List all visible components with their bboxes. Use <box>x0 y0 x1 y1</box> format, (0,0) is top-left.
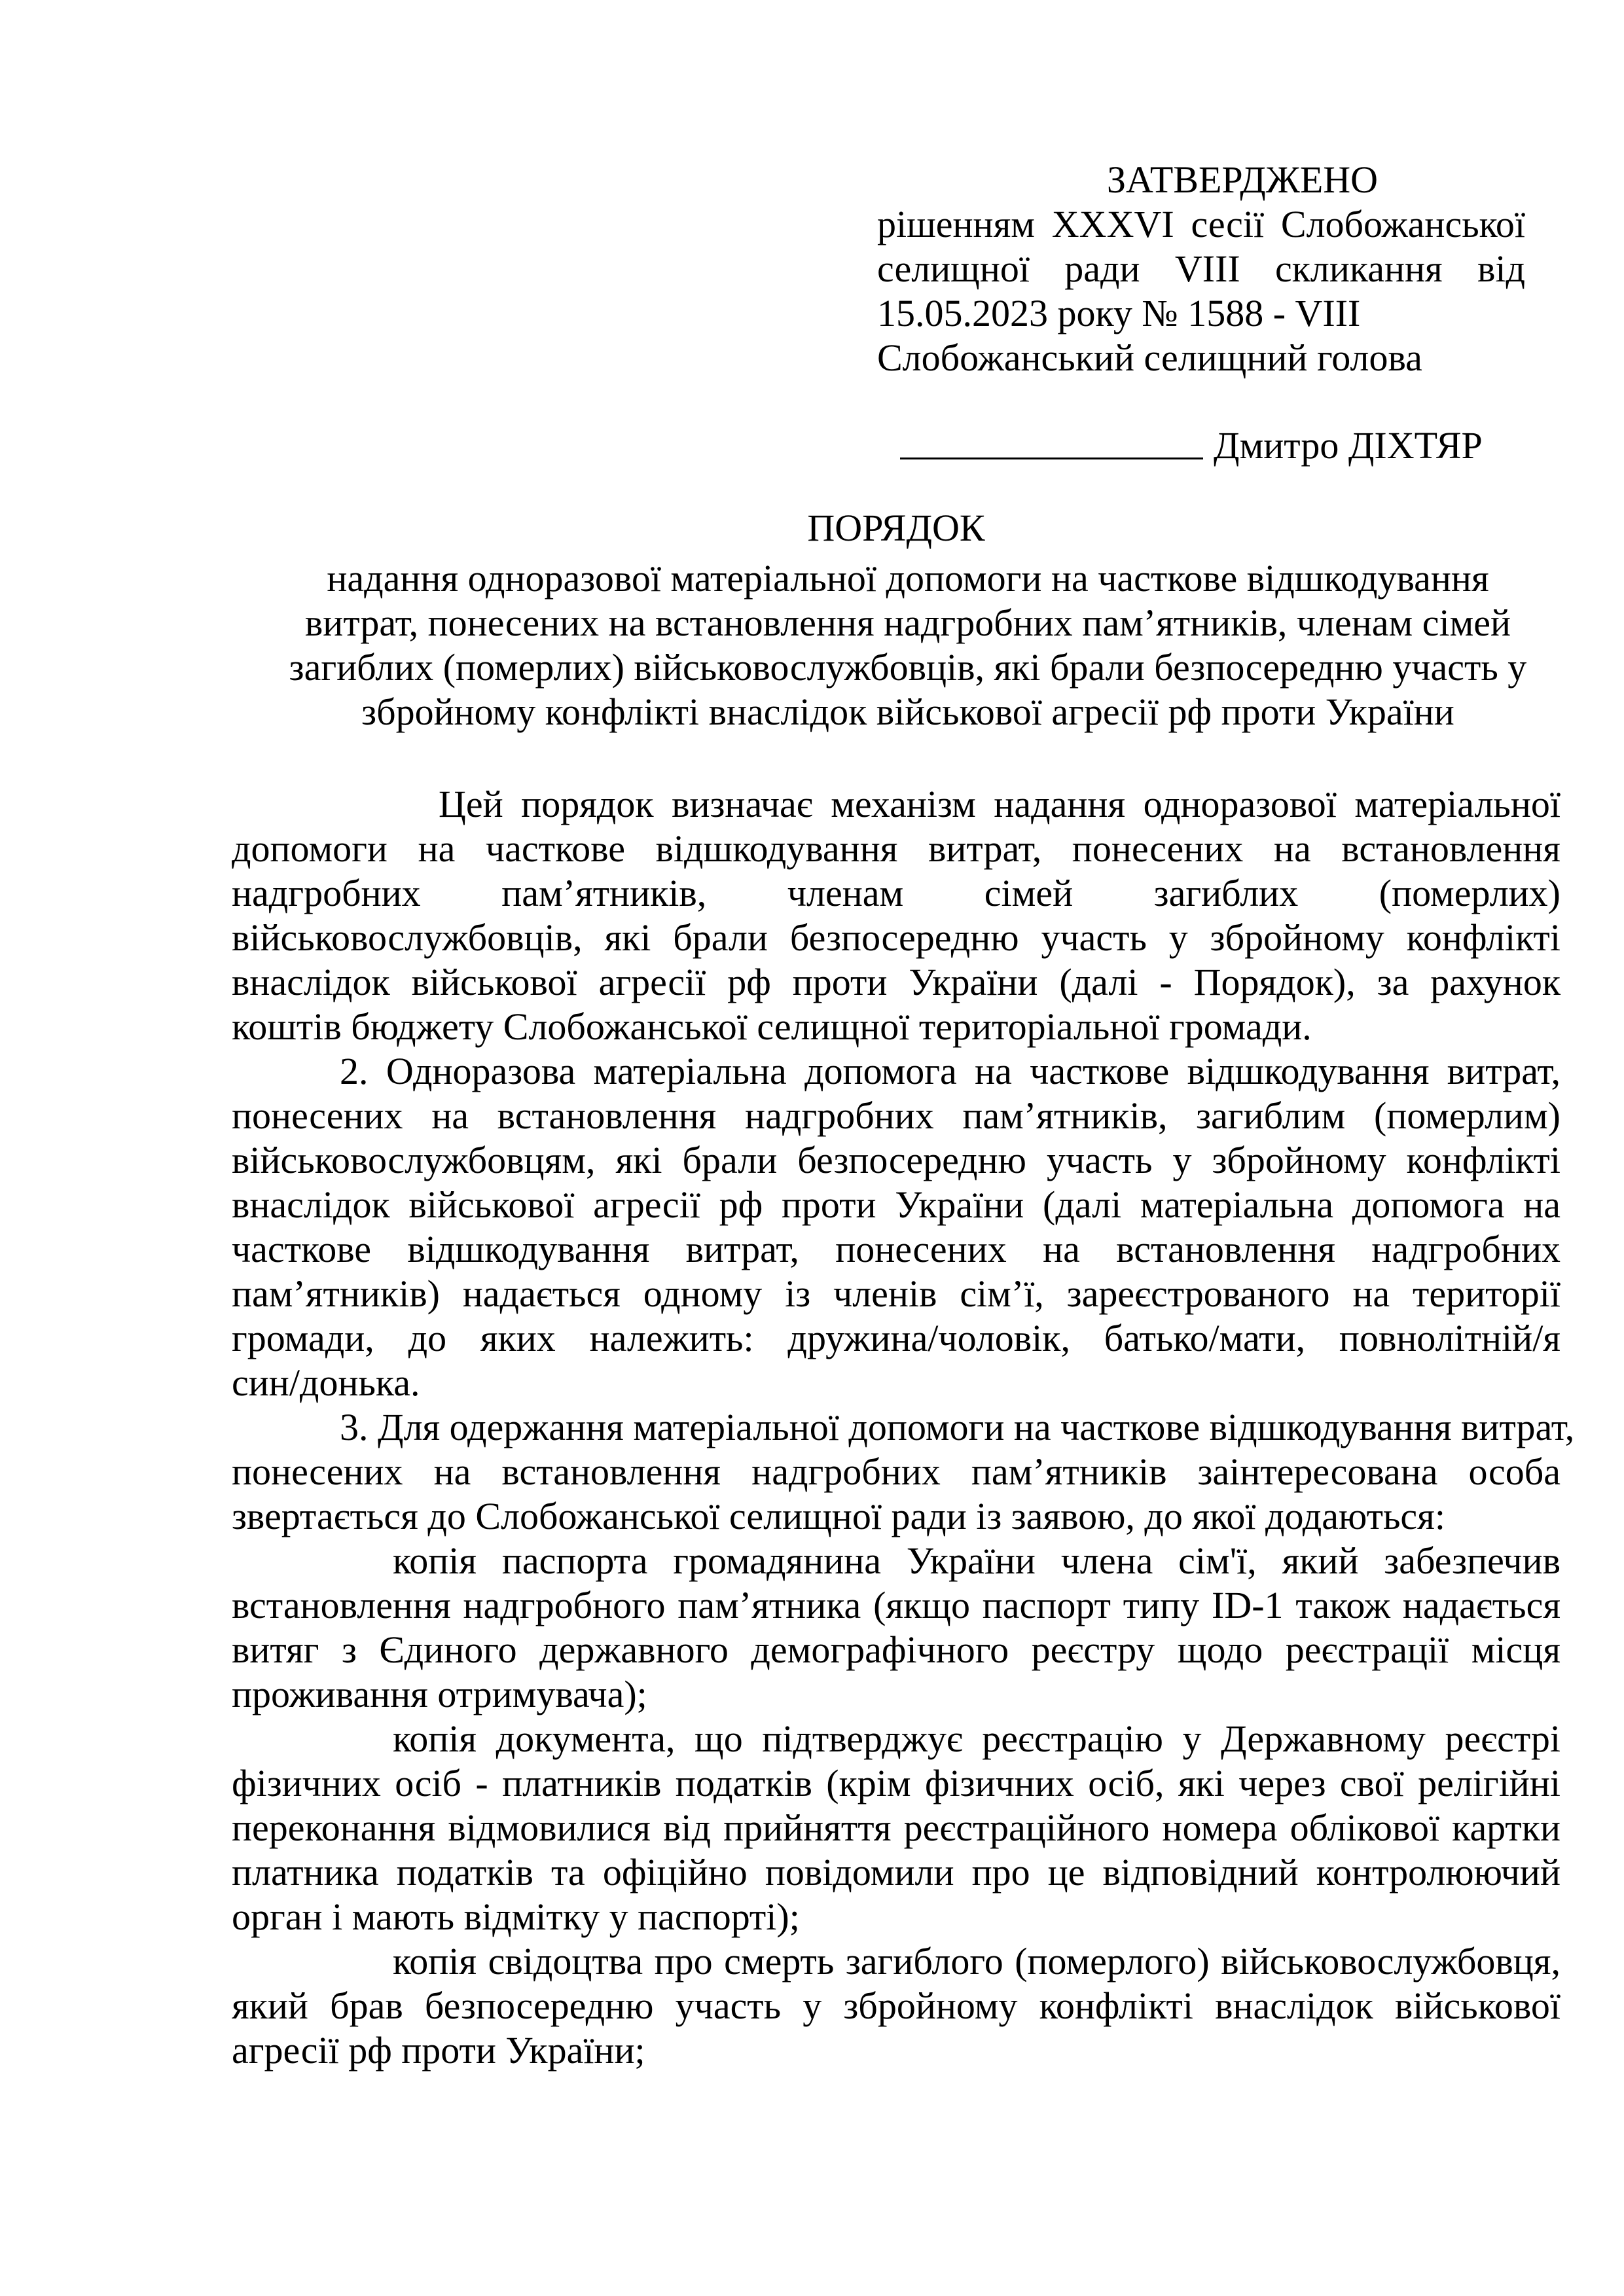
title-line: надання одноразової матеріальної допомоги на часткове відшкодування <box>327 557 1489 600</box>
approval-line: Слобожанський селищний голова <box>877 336 1422 379</box>
paragraph-line <box>232 1450 1561 1494</box>
paragraph-line <box>232 1183 1561 1227</box>
paragraph <box>232 1049 1561 1405</box>
paragraph-line <box>232 1316 1561 1361</box>
paragraph-line <box>232 916 1561 960</box>
line-text: внаслідок військової агресії рф проти України (далі - Порядок), за рахунок <box>232 961 1561 1003</box>
bullet-item <box>232 1717 1561 1939</box>
paragraph-line <box>232 1361 1561 1405</box>
paragraph-line <box>232 1850 1561 1895</box>
paragraph-line <box>232 1939 1561 1984</box>
paragraph <box>232 1405 1575 1539</box>
paragraph-line <box>232 782 1561 827</box>
title-line: витрат, понесених на встановлення надгробних пам’ятників, членам сімей <box>304 601 1511 644</box>
paragraph <box>232 782 1561 1049</box>
document-heading: ПОРЯДОК <box>807 507 985 549</box>
paragraph-line <box>232 1138 1561 1183</box>
paragraph-line <box>232 827 1561 871</box>
bullet-item <box>232 1939 1561 2073</box>
line-text: агресії рф проти України; <box>232 2029 645 2072</box>
approval-line: 15.05.2023 року № 1588 - VIII <box>877 292 1361 334</box>
line-text: встановлення надгробного пам’ятника (якщо паспорт типу ID-1 також надається <box>232 1584 1561 1626</box>
document-body <box>232 782 1575 2073</box>
signature-block <box>900 423 1483 468</box>
paragraph-line <box>232 1806 1561 1850</box>
paragraph-line <box>232 1494 1561 1539</box>
paragraph-line <box>232 1005 1561 1049</box>
paragraph-line <box>232 1227 1561 1272</box>
line-text: копія документа, що підтверджує реєстрацію у Державному реєстрі <box>393 1717 1561 1760</box>
paragraph-line <box>232 1761 1561 1806</box>
line-text: часткове відшкодування витрат, понесених на встановлення надгробних <box>232 1228 1561 1270</box>
line-text: внаслідок військової агресії рф проти України (далі матеріальна допомога на <box>232 1183 1561 1226</box>
paragraph-line <box>232 1272 1561 1316</box>
paragraph-line <box>232 1583 1561 1628</box>
paragraph-line <box>232 1094 1561 1138</box>
line-text: переконання відмовилися від прийняття реєстраційного номера облікової картки <box>232 1806 1561 1849</box>
line-text: копія паспорта громадянина України члена сім'ї, який забезпечив <box>393 1539 1561 1582</box>
line-text: копія свідоцтва про смерть загиблого (померлого) військовослужбовця, <box>393 1940 1561 1982</box>
title-line: збройному конфлікті внаслідок військової агресії рф проти України <box>361 691 1454 733</box>
document-title <box>232 556 1584 734</box>
line-text: військовослужбовцям, які брали безпосередню участь у збройному конфлікті <box>232 1139 1561 1181</box>
line-text: проживання отримувача); <box>232 1673 647 1715</box>
paragraph-line <box>232 1717 1561 1761</box>
approval-block <box>877 158 1525 380</box>
line-text: платника податків та офіційно повідомили про це відповідний контролюючий <box>232 1851 1561 1893</box>
line-text: звертається до Слобожанської селищної ради із заявою, до якої додаються: <box>232 1495 1445 1537</box>
line-text: Цей порядок визначає механізм надання одноразової матеріальної <box>439 783 1561 825</box>
line-text: понесених на встановлення надгробних пам’ятників, загиблим (померлим) <box>232 1094 1561 1137</box>
line-text: 2. Одноразова матеріальна допомога на часткове відшкодування витрат, <box>340 1050 1561 1092</box>
signatory-name: Дмитро ДІХТЯР <box>1214 424 1483 467</box>
line-text: громади, до яких належить: дружина/чоловік, батько/мати, повнолітній/я <box>232 1317 1561 1359</box>
line-text: орган і мають відмітку у паспорті); <box>232 1895 800 1938</box>
paragraph-line <box>232 960 1561 1005</box>
line-text: син/донька. <box>232 1361 420 1404</box>
line-text: військовослужбовців, які брали безпосередню участь у збройному конфлікті <box>232 916 1561 959</box>
bullet-item <box>232 1539 1561 1717</box>
line-text: витяг з Єдиного державного демографічного реєстру щодо реєстрації місця <box>232 1628 1561 1671</box>
paragraph-line <box>232 1628 1561 1672</box>
signature-line <box>900 423 1203 459</box>
line-text: пам’ятників) надається одному із членів сім’ї, зареєстрованого на території <box>232 1272 1561 1315</box>
approval-title: ЗАТВЕРДЖЕНО <box>1107 158 1379 201</box>
line-text: понесених на встановлення надгробних пам’ятників заінтересована особа <box>232 1450 1561 1493</box>
paragraph-line <box>232 1405 1575 1450</box>
approval-line: селищної ради VIII скликання від <box>877 247 1525 290</box>
paragraph-line <box>232 1049 1561 1094</box>
line-text: 3. Для одержання матеріальної допомоги на часткове відшкодування витрат, <box>340 1406 1575 1448</box>
paragraph-line <box>232 871 1561 916</box>
line-text: який брав безпосередню участь у збройному конфлікті внаслідок військової <box>232 1984 1561 2027</box>
paragraph-line <box>232 1895 1561 1939</box>
line-text: фізичних осіб - платників податків (крім фізичних осіб, які через свої релігійні <box>232 1762 1561 1804</box>
paragraph-line <box>232 2028 1561 2073</box>
paragraph-line <box>232 1984 1561 2028</box>
paragraph-line <box>232 1672 1561 1717</box>
line-text: допомоги на часткове відшкодування витрат, понесених на встановлення <box>232 827 1561 870</box>
line-text: коштів бюджету Слобожанської селищної територіальної громади. <box>232 1005 1312 1048</box>
paragraph-line <box>232 1539 1561 1583</box>
approval-line: рішенням XXXVI сесії Слобожанської <box>877 203 1525 245</box>
title-line: загиблих (померлих) військовослужбовців, які брали безпосередню участь у <box>289 646 1527 689</box>
line-text: надгробних пам’ятників, членам сімей загиблих (померлих) <box>232 872 1561 914</box>
